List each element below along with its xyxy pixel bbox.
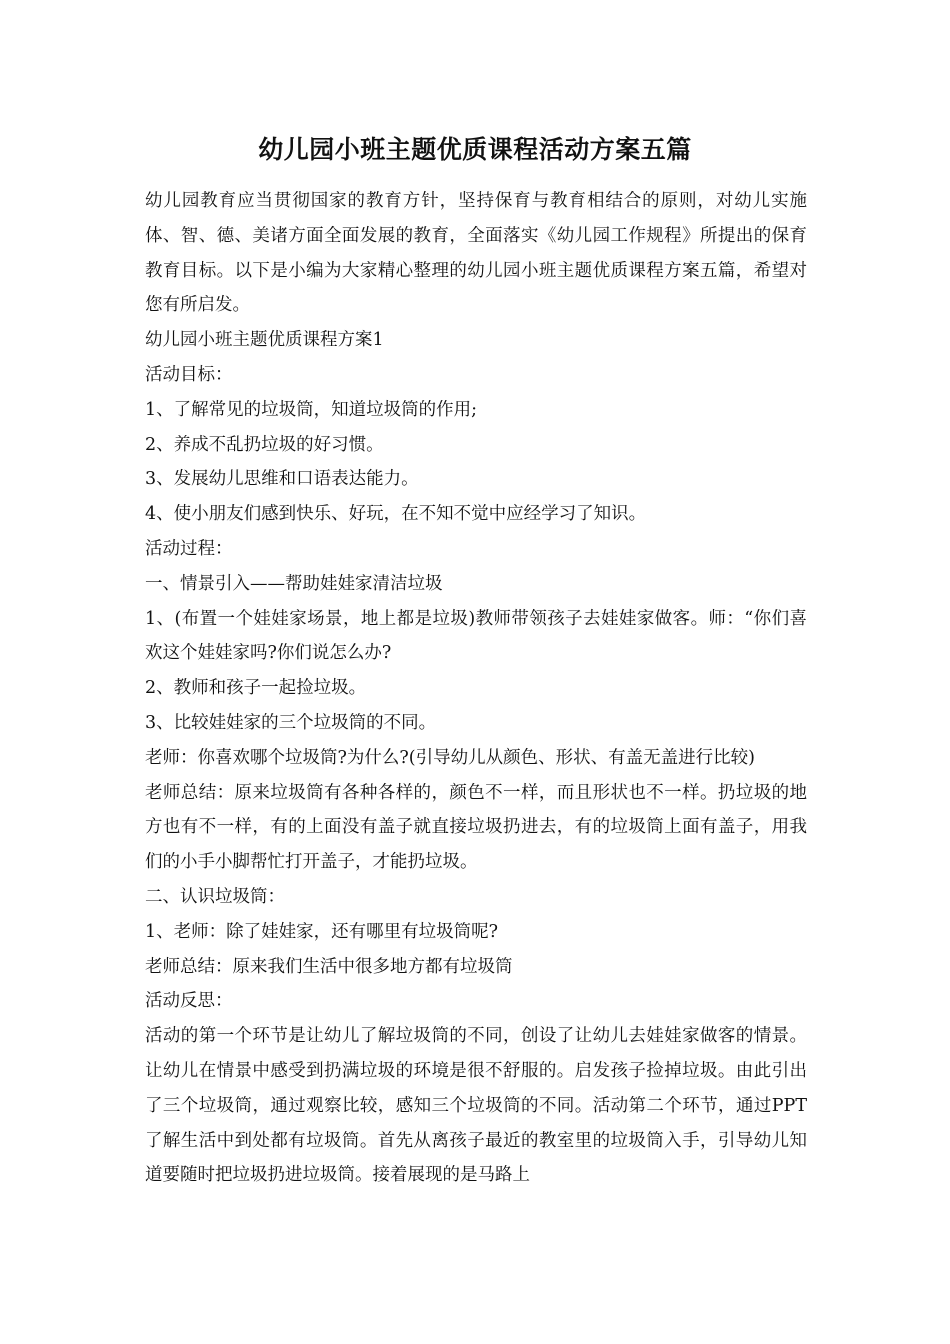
process-paragraph: 2、教师和孩子一起捡垃圾。: [145, 678, 367, 699]
document-title: 幼儿园小班主题优质课程活动方案五篇: [258, 135, 692, 164]
process-paragraph: 1、(布置一个娃娃家场景，地上都是垃圾)教师带领孩子去娃娃家做客。师：“你们喜欢这个娃娃家吗?你们说怎么办?: [145, 608, 807, 664]
process-step-heading: 二、认识垃圾筒：: [145, 886, 285, 907]
intro-paragraph: 幼儿园教育应当贯彻国家的教育方针，坚持保育与教育相结合的原则，对幼儿实施体、智、德、美诸方面全面发展的教育，全面落实《幼儿园工作规程》所提出的保育教育目标。以下是小编为大家精心整理的幼儿园小班主题优质课程方案五篇，希望对您有所启发。: [145, 191, 807, 316]
subheading-reflection: 活动反思：: [145, 991, 233, 1012]
goal-item: 2、养成不乱扔垃圾的好习惯。: [145, 434, 384, 455]
reflection-paragraph: 活动的第一个环节是让幼儿了解垃圾筒的不同，创设了让幼儿去娃娃家做客的情景。让幼儿在情景中感受到扔满垃圾的环境是很不舒服的。启发孩子捡掉垃圾。由此引出了三个垃圾筒，通过观察比较，感知三个垃圾筒的不同。活动第二个环节，通过PPT了解生活中到处都有垃圾筒。首先从离孩子最近的教室里的垃圾筒入手，引导幼儿知道要随时把垃圾扔进垃圾筒。接着展现的是马路上: [145, 1026, 807, 1186]
goal-item: 1、了解常见的垃圾筒，知道垃圾筒的作用;: [145, 399, 478, 420]
document-body: [145, 184, 807, 1193]
teacher-summary: 老师总结：原来垃圾筒有各种各样的，颜色不一样，而且形状也不一样。扔垃圾的地方也有不一样，有的上面没有盖子就直接垃圾扔进去，有的垃圾筒上面有盖子，用我们的小手小脚帮忙打开盖子，才能扔垃圾。: [145, 782, 807, 873]
goal-item: 3、发展幼儿思维和口语表达能力。: [145, 469, 419, 490]
subheading-process: 活动过程：: [145, 538, 233, 559]
process-paragraph: 1、老师：除了娃娃家，还有哪里有垃圾筒呢?: [145, 921, 499, 942]
process-paragraph: 3、比较娃娃家的三个垃圾筒的不同。: [145, 712, 437, 733]
section-heading: 幼儿园小班主题优质课程方案1: [145, 330, 384, 351]
process-step-heading: 一、情景引入——帮助娃娃家清洁垃圾: [145, 573, 443, 594]
teacher-question: 老师：你喜欢哪个垃圾筒?为什么?(引导幼儿从颜色、形状、有盖无盖进行比较): [145, 747, 755, 768]
subheading-goals: 活动目标：: [145, 364, 233, 385]
teacher-summary: 老师总结：原来我们生活中很多地方都有垃圾筒: [145, 956, 513, 977]
goal-item: 4、使小朋友们感到快乐、好玩，在不知不觉中应经学习了知识。: [145, 504, 647, 525]
